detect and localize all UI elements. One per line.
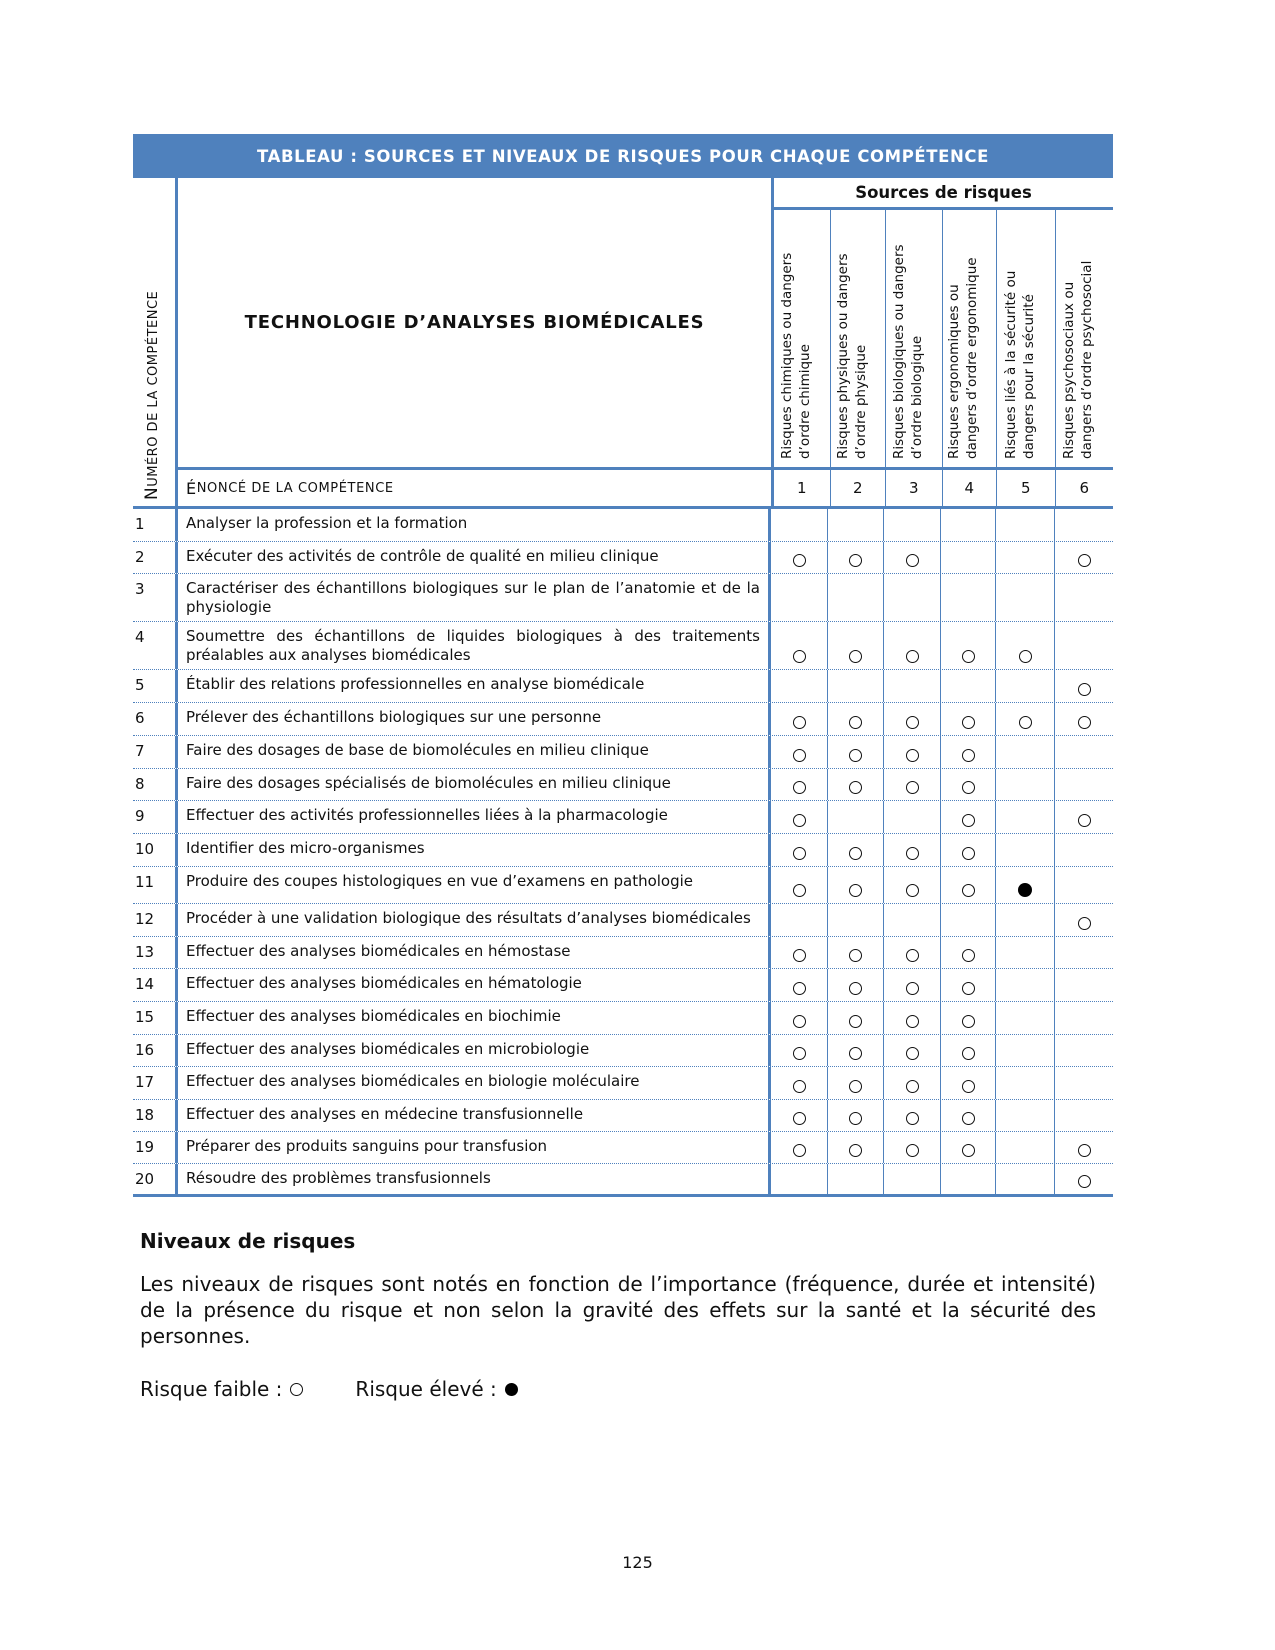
open-circle-icon: [793, 1080, 806, 1093]
risk-source-label-line2: dangers d’ordre ergonomique: [964, 257, 981, 459]
open-circle-icon: [1019, 650, 1032, 663]
risk-source-label-line2: d’ordre physique: [852, 344, 869, 459]
risk-source-column-6: [1056, 210, 1113, 467]
table-row: [133, 1067, 1113, 1100]
risk-cell-source-1: [771, 904, 828, 936]
risk-cell-source-3: [884, 542, 941, 573]
risk-cell-source-4: [941, 1132, 996, 1163]
risk-cell-source-3: [884, 736, 941, 768]
open-circle-icon: [793, 847, 806, 860]
risk-cell-source-2: [828, 670, 884, 702]
risk-cell-source-5: [996, 1035, 1055, 1066]
open-circle-icon: [290, 1383, 303, 1396]
table-row: [133, 542, 1113, 574]
risk-cell-source-4: [941, 703, 996, 735]
risk-cell-source-3: [884, 769, 941, 800]
risk-cell-source-4: [941, 834, 996, 866]
risk-cell-source-6: [1055, 1164, 1113, 1194]
competency-statement: Identifier des micro-organismes: [178, 834, 771, 866]
page-number: 125: [622, 1553, 653, 1572]
risk-table: [133, 134, 1113, 1197]
risk-cell-source-4: [941, 1100, 996, 1131]
risk-cell-source-4: [941, 1164, 996, 1194]
risk-cell-source-4: [941, 937, 996, 968]
risk-cell-source-2: [828, 703, 884, 735]
risk-cell-source-1: [771, 769, 828, 800]
open-circle-icon: [906, 1080, 919, 1093]
number-header-label: UMÉRO DE LA COMPÉTENCE: [146, 290, 161, 487]
competency-number: 19: [133, 1132, 178, 1163]
risk-cell-source-6: [1055, 622, 1113, 669]
risk-cell-source-1: [771, 622, 828, 669]
risk-cell-source-4: [941, 542, 996, 573]
competency-number: 7: [133, 736, 178, 768]
risk-cell-source-6: [1055, 801, 1113, 833]
open-circle-icon: [849, 884, 862, 897]
open-circle-icon: [906, 1144, 919, 1157]
risk-source-number: 1: [774, 470, 831, 506]
risk-cell-source-2: [828, 969, 884, 1001]
open-circle-icon: [906, 781, 919, 794]
risk-cell-source-2: [828, 867, 884, 903]
risk-cell-source-5: [996, 1132, 1055, 1163]
risk-cell-source-5: [996, 736, 1055, 768]
open-circle-icon: [849, 1080, 862, 1093]
risk-levels-description: Les niveaux de risques sont notés en fonction de l’importance (fréquence, durée et intensité) de la présence du risque et non selon la gravité des effets sur la santé et la sécurité des personnes.: [140, 1272, 1096, 1348]
open-circle-icon: [1078, 683, 1091, 696]
open-circle-icon: [1078, 554, 1091, 567]
risk-cell-source-5: [996, 703, 1055, 735]
competency-statement-header: [178, 467, 771, 506]
open-circle-icon: [793, 814, 806, 827]
competency-number: 12: [133, 904, 178, 936]
table-row: [133, 1164, 1113, 1194]
table-row: [133, 736, 1113, 769]
open-circle-icon: [849, 847, 862, 860]
risk-cell-source-5: [996, 769, 1055, 800]
competency-statement: Effectuer des analyses en médecine transfusionnelle: [178, 1100, 771, 1131]
risk-cell-source-3: [884, 1132, 941, 1163]
open-circle-icon: [849, 1047, 862, 1060]
risk-cell-source-6: [1055, 736, 1113, 768]
risk-cell-source-1: [771, 937, 828, 968]
open-circle-icon: [793, 1047, 806, 1060]
table-row: [133, 904, 1113, 937]
open-circle-icon: [962, 1144, 975, 1157]
risk-cell-source-3: [884, 969, 941, 1001]
risk-cell-source-3: [884, 801, 941, 833]
risk-cell-source-2: [828, 1164, 884, 1194]
table-row: [133, 509, 1113, 542]
risk-cell-source-4: [941, 904, 996, 936]
risk-cell-source-2: [828, 1100, 884, 1131]
table-row: [133, 703, 1113, 736]
risk-cell-source-2: [828, 542, 884, 573]
risk-source-columns: [774, 210, 1113, 467]
open-circle-icon: [962, 749, 975, 762]
risk-cell-source-1: [771, 703, 828, 735]
competency-number: 15: [133, 1002, 178, 1034]
risk-source-numbers: [774, 467, 1113, 506]
open-circle-icon: [793, 716, 806, 729]
table-body: [133, 506, 1113, 1197]
open-circle-icon: [962, 814, 975, 827]
statement-header-initial: É: [186, 478, 197, 498]
open-circle-icon: [793, 1144, 806, 1157]
open-circle-icon: [962, 1112, 975, 1125]
table-header: [133, 178, 1113, 506]
risk-cell-source-3: [884, 703, 941, 735]
table-row: [133, 1100, 1113, 1132]
table-row: [133, 801, 1113, 834]
risk-sources-title: Sources de risques: [774, 178, 1113, 210]
legend-low-label: Risque faible :: [140, 1377, 283, 1401]
competency-statement: Faire des dosages spécialisés de biomolécules en milieu clinique: [178, 769, 771, 800]
competency-number: 14: [133, 969, 178, 1001]
risk-cell-source-3: [884, 834, 941, 866]
risk-legend: [140, 1377, 518, 1401]
risk-cell-source-6: [1055, 509, 1113, 541]
risk-source-column-2: [831, 210, 887, 467]
risk-cell-source-3: [884, 1164, 941, 1194]
open-circle-icon: [1019, 716, 1032, 729]
risk-cell-source-5: [996, 867, 1055, 903]
risk-cell-source-6: [1055, 937, 1113, 968]
risk-cell-source-1: [771, 1164, 828, 1194]
open-circle-icon: [1078, 917, 1091, 930]
competency-statement: Soumettre des échantillons de liquides biologiques à des traitements préalables aux analyses biomédicales: [178, 622, 771, 669]
risk-cell-source-1: [771, 574, 828, 621]
statement-header-label: NONCÉ DE LA COMPÉTENCE: [196, 480, 394, 496]
risk-cell-source-1: [771, 801, 828, 833]
open-circle-icon: [849, 554, 862, 567]
risk-cell-source-3: [884, 622, 941, 669]
competency-statement: Analyser la profession et la formation: [178, 509, 771, 541]
competency-number-header: [133, 178, 178, 506]
competency-statement: Produire des coupes histologiques en vue d’examens en pathologie: [178, 867, 771, 903]
open-circle-icon: [849, 781, 862, 794]
competency-number: 6: [133, 703, 178, 735]
risk-cell-source-4: [941, 736, 996, 768]
competency-number: 5: [133, 670, 178, 702]
risk-cell-source-5: [996, 622, 1055, 669]
risk-source-number: 6: [1079, 479, 1090, 497]
table-row: [133, 1132, 1113, 1164]
competency-number: 13: [133, 937, 178, 968]
table-row: [133, 670, 1113, 703]
number-header-initial: N: [142, 486, 162, 500]
competency-number: 3: [133, 574, 178, 621]
risk-source-number: 5: [997, 470, 1055, 506]
legend-low-risk: [140, 1377, 303, 1401]
risk-source-column-3: [886, 210, 943, 467]
risk-cell-source-5: [996, 1067, 1055, 1099]
open-circle-icon: [906, 1015, 919, 1028]
risk-cell-source-4: [941, 1002, 996, 1034]
risk-cell-source-6: [1055, 1132, 1113, 1163]
risk-cell-source-3: [884, 509, 941, 541]
open-circle-icon: [849, 1112, 862, 1125]
open-circle-icon: [906, 949, 919, 962]
risk-source-column-1: [774, 210, 831, 467]
open-circle-icon: [849, 749, 862, 762]
risk-source-label-line1: Risques liés à la sécurité ou: [1002, 270, 1019, 459]
open-circle-icon: [1078, 814, 1091, 827]
open-circle-icon: [793, 982, 806, 995]
risk-source-label-line1: Risques ergonomiques ou: [946, 284, 963, 459]
risk-source-label-line1: Risques chimiques ou dangers: [778, 252, 795, 459]
risk-cell-source-2: [828, 904, 884, 936]
competency-statement: Effectuer des analyses biomédicales en hémostase: [178, 937, 771, 968]
risk-cell-source-4: [941, 622, 996, 669]
open-circle-icon: [793, 884, 806, 897]
open-circle-icon: [962, 1015, 975, 1028]
table-row: [133, 867, 1113, 904]
risk-cell-source-5: [996, 904, 1055, 936]
risk-cell-source-1: [771, 1035, 828, 1066]
competency-statement: Établir des relations professionnelles en analyse biomédicale: [178, 670, 771, 702]
open-circle-icon: [962, 716, 975, 729]
risk-cell-source-6: [1055, 834, 1113, 866]
competency-number: 1: [133, 509, 178, 541]
open-circle-icon: [849, 1144, 862, 1157]
table-row: [133, 1002, 1113, 1035]
open-circle-icon: [962, 781, 975, 794]
risk-cell-source-2: [828, 736, 884, 768]
risk-cell-source-5: [996, 509, 1055, 541]
open-circle-icon: [962, 982, 975, 995]
open-circle-icon: [1078, 716, 1091, 729]
risk-source-label-line2: dangers d’ordre psychosocial: [1079, 260, 1096, 459]
open-circle-icon: [962, 1047, 975, 1060]
risk-cell-source-6: [1055, 1100, 1113, 1131]
risk-cell-source-2: [828, 1002, 884, 1034]
open-circle-icon: [849, 650, 862, 663]
competency-statement: Effectuer des activités professionnelles liées à la pharmacologie: [178, 801, 771, 833]
open-circle-icon: [962, 949, 975, 962]
open-circle-icon: [793, 1015, 806, 1028]
risk-cell-source-3: [884, 1100, 941, 1131]
open-circle-icon: [906, 554, 919, 567]
risk-cell-source-6: [1055, 703, 1113, 735]
risk-cell-source-5: [996, 834, 1055, 866]
risk-cell-source-5: [996, 801, 1055, 833]
risk-cell-source-1: [771, 1132, 828, 1163]
risk-cell-source-6: [1055, 769, 1113, 800]
competency-number: 16: [133, 1035, 178, 1066]
competency-statement: Procéder à une validation biologique des résultats d’analyses biomédicales: [178, 904, 771, 936]
risk-cell-source-1: [771, 670, 828, 702]
risk-cell-source-3: [884, 1035, 941, 1066]
open-circle-icon: [906, 716, 919, 729]
risk-cell-source-4: [941, 969, 996, 1001]
risk-cell-source-1: [771, 509, 828, 541]
risk-cell-source-3: [884, 1067, 941, 1099]
risk-sources-header: [771, 178, 1113, 506]
risk-cell-source-2: [828, 1067, 884, 1099]
open-circle-icon: [962, 1080, 975, 1093]
risk-cell-source-4: [941, 670, 996, 702]
competency-number: 9: [133, 801, 178, 833]
risk-cell-source-3: [884, 1002, 941, 1034]
risk-cell-source-2: [828, 1132, 884, 1163]
competency-number: 18: [133, 1100, 178, 1131]
risk-cell-source-3: [884, 670, 941, 702]
open-circle-icon: [849, 982, 862, 995]
competency-statement: Exécuter des activités de contrôle de qualité en milieu clinique: [178, 542, 771, 573]
risk-cell-source-4: [941, 509, 996, 541]
risk-cell-source-5: [996, 1100, 1055, 1131]
competency-statement: Caractériser des échantillons biologiques sur le plan de l’anatomie et de la physiologie: [178, 574, 771, 621]
risk-source-label-line1: Risques biologiques ou dangers: [890, 244, 907, 459]
risk-cell-source-3: [884, 867, 941, 903]
risk-cell-source-6: [1055, 904, 1113, 936]
competency-statement: Prélever des échantillons biologiques sur une personne: [178, 703, 771, 735]
risk-cell-source-5: [996, 1002, 1055, 1034]
legend-high-risk: [355, 1377, 517, 1401]
risk-cell-source-4: [941, 769, 996, 800]
risk-cell-source-6: [1055, 1067, 1113, 1099]
risk-cell-source-4: [941, 1035, 996, 1066]
risk-cell-source-5: [996, 937, 1055, 968]
table-row: [133, 1035, 1113, 1067]
risk-cell-source-4: [941, 867, 996, 903]
risk-cell-source-1: [771, 1100, 828, 1131]
risk-cell-source-1: [771, 736, 828, 768]
competency-number: 17: [133, 1067, 178, 1099]
risk-source-label-line2: d’ordre biologique: [908, 335, 925, 459]
competency-number: 4: [133, 622, 178, 669]
risk-cell-source-5: [996, 969, 1055, 1001]
risk-cell-source-2: [828, 801, 884, 833]
risk-cell-source-1: [771, 834, 828, 866]
risk-source-column-4: [943, 210, 998, 467]
risk-source-number: 4: [943, 470, 998, 506]
risk-cell-source-5: [996, 1164, 1055, 1194]
open-circle-icon: [793, 554, 806, 567]
risk-cell-source-6: [1055, 1002, 1113, 1034]
risk-cell-source-3: [884, 574, 941, 621]
risk-cell-source-2: [828, 509, 884, 541]
risk-cell-source-5: [996, 574, 1055, 621]
risk-cell-source-5: [996, 670, 1055, 702]
risk-cell-source-6: [1055, 867, 1113, 903]
competency-statement: Préparer des produits sanguins pour transfusion: [178, 1132, 771, 1163]
open-circle-icon: [906, 1112, 919, 1125]
filled-circle-icon: [505, 1383, 518, 1396]
risk-cell-source-4: [941, 801, 996, 833]
risk-cell-source-3: [884, 904, 941, 936]
competency-number: 8: [133, 769, 178, 800]
competency-statement: Effectuer des analyses biomédicales en biochimie: [178, 1002, 771, 1034]
risk-source-column-5: [997, 210, 1055, 467]
risk-cell-source-1: [771, 867, 828, 903]
open-circle-icon: [793, 749, 806, 762]
risk-source-number: 2: [831, 470, 887, 506]
risk-cell-source-1: [771, 542, 828, 573]
risk-levels-heading: Niveaux de risques: [140, 1229, 356, 1253]
competency-number: 20: [133, 1164, 178, 1194]
open-circle-icon: [849, 949, 862, 962]
open-circle-icon: [962, 847, 975, 860]
risk-cell-source-6: [1055, 574, 1113, 621]
competency-number: 11: [133, 867, 178, 903]
open-circle-icon: [1078, 1175, 1091, 1188]
open-circle-icon: [793, 1112, 806, 1125]
risk-cell-source-2: [828, 834, 884, 866]
competency-statement: Résoudre des problèmes transfusionnels: [178, 1164, 771, 1194]
open-circle-icon: [906, 749, 919, 762]
risk-cell-source-6: [1055, 670, 1113, 702]
risk-source-label-line1: Risques psychosociaux ou: [1061, 281, 1078, 459]
competency-statement: Effectuer des analyses biomédicales en microbiologie: [178, 1035, 771, 1066]
risk-source-label-line2: dangers pour la sécurité: [1020, 294, 1037, 459]
table-row: [133, 769, 1113, 801]
risk-cell-source-6: [1055, 969, 1113, 1001]
risk-cell-source-2: [828, 769, 884, 800]
open-circle-icon: [793, 949, 806, 962]
risk-cell-source-2: [828, 1035, 884, 1066]
risk-cell-source-3: [884, 937, 941, 968]
risk-source-number: 3: [886, 470, 943, 506]
program-title: TECHNOLOGIE D’ANALYSES BIOMÉDICALES: [244, 312, 705, 333]
risk-cell-source-1: [771, 969, 828, 1001]
risk-cell-source-4: [941, 1067, 996, 1099]
table-row: [133, 969, 1113, 1002]
risk-source-label-line2: d’ordre chimique: [796, 344, 813, 459]
table-row: [133, 574, 1113, 622]
competency-number: 10: [133, 834, 178, 866]
open-circle-icon: [906, 884, 919, 897]
competency-statement: Effectuer des analyses biomédicales en biologie moléculaire: [178, 1067, 771, 1099]
open-circle-icon: [962, 650, 975, 663]
table-row: [133, 834, 1113, 867]
open-circle-icon: [906, 650, 919, 663]
risk-cell-source-1: [771, 1002, 828, 1034]
open-circle-icon: [906, 982, 919, 995]
open-circle-icon: [793, 781, 806, 794]
open-circle-icon: [906, 847, 919, 860]
open-circle-icon: [906, 1047, 919, 1060]
risk-cell-source-4: [941, 574, 996, 621]
risk-source-label-line1: Risques physiques ou dangers: [834, 253, 851, 459]
competency-number: 2: [133, 542, 178, 573]
risk-cell-source-2: [828, 937, 884, 968]
table-row: [133, 622, 1113, 670]
risk-cell-source-2: [828, 622, 884, 669]
table-row: [133, 937, 1113, 969]
risk-cell-source-5: [996, 542, 1055, 573]
filled-circle-icon: [1018, 883, 1032, 897]
risk-cell-source-6: [1055, 542, 1113, 573]
open-circle-icon: [962, 884, 975, 897]
risk-cell-source-6: [1055, 1035, 1113, 1066]
competency-statement: Effectuer des analyses biomédicales en hématologie: [178, 969, 771, 1001]
table-title: TABLEAU : SOURCES ET NIVEAUX DE RISQUES POUR CHAQUE COMPÉTENCE: [133, 134, 1113, 178]
legend-high-label: Risque élevé :: [355, 1377, 497, 1401]
open-circle-icon: [1078, 1144, 1091, 1157]
risk-cell-source-2: [828, 574, 884, 621]
open-circle-icon: [849, 1015, 862, 1028]
competency-statement: Faire des dosages de base de biomolécules en milieu clinique: [178, 736, 771, 768]
open-circle-icon: [849, 716, 862, 729]
open-circle-icon: [793, 650, 806, 663]
risk-cell-source-1: [771, 1067, 828, 1099]
